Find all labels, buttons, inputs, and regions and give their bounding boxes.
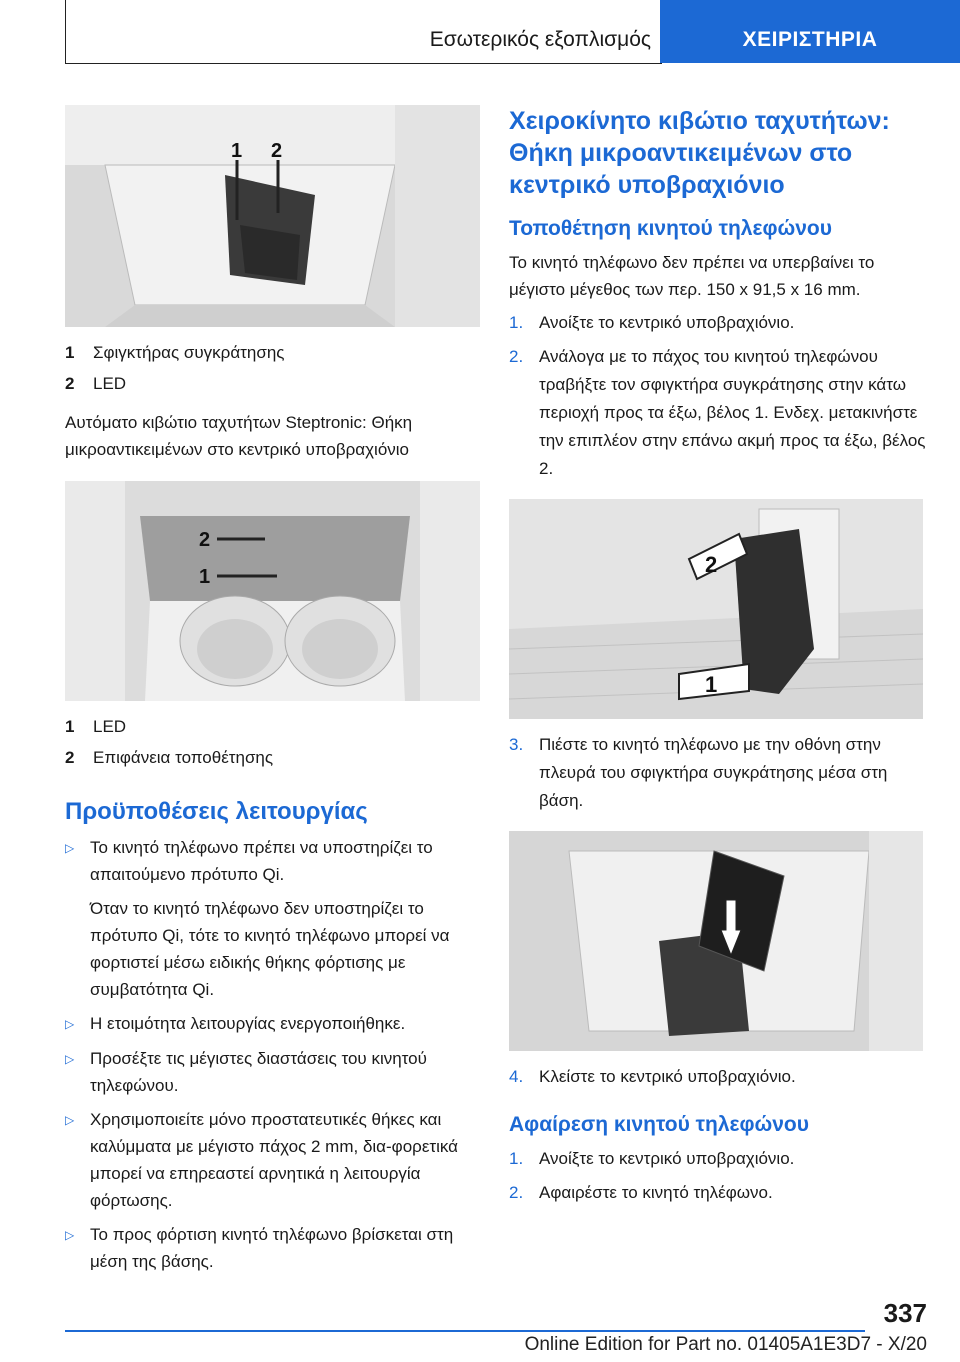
- bullet-note: Όταν το κινητό τηλέφωνο δεν υποστηρίζει το πρότυπο Qi, τότε το κινητό τηλέφωνο μπορεί να φορτιστεί μέσω ειδικής θήκης φόρτισης με συμβατότητα Qi.: [90, 899, 450, 999]
- right-column: [509, 105, 929, 1207]
- step-text: Ανοίξτε το κεντρικό υποβραχιόνιο.: [539, 1149, 795, 1168]
- fig2-label-1: 1: [199, 566, 211, 588]
- legend-number: 1: [65, 343, 75, 362]
- step-text: Ανάλογα με το πάχος του κινητού τηλεφώνου τραβήξτε τον σφιγκτήρα συγκράτησης στην κάτω περιοχή προς τα έξω, βέλος 1. Ενδεχ. μετακινήστε την επιπλέον στην επάνω ακμή προς τα έξω, βέλος 2.: [539, 347, 926, 478]
- step-text: Αφαιρέστε το κινητό τηλέφωνο.: [539, 1183, 773, 1202]
- prerequisites-heading: Προϋποθέσεις λειτουργίας: [65, 798, 368, 825]
- legend-text: Επιφάνεια τοποθέτησης: [93, 748, 274, 767]
- step-text: Ανοίξτε το κεντρικό υποβραχιόνιο.: [539, 313, 795, 332]
- triangle-bullet-icon: ▷: [65, 1052, 75, 1066]
- manual-gearbox-heading: Χειροκίνητο κιβώτιο ταχυτήτων: Θήκη μικροαντικειμένων στο κεντρικό υποβραχιόνιο: [509, 107, 890, 199]
- legend-figure-2: [65, 711, 480, 773]
- step-number: 3.: [509, 735, 524, 754]
- step-number: 2.: [509, 1183, 524, 1202]
- legend-number: 2: [65, 374, 75, 393]
- figure-clamp-arrows: [509, 499, 923, 719]
- edition-footer: Online Edition for Part no. 01405A1E3D7 - X/20: [524, 1334, 927, 1355]
- fig1-label-1: 1: [231, 140, 243, 162]
- step-item: [509, 1063, 929, 1091]
- insert-phone-heading: Τοποθέτηση κινητού τηλεφώνου: [509, 217, 832, 240]
- step-text: Κλείστε το κεντρικό υποβραχιόνιο.: [539, 1067, 796, 1086]
- figure-insert-phone: [509, 831, 923, 1051]
- list-item: [65, 834, 480, 888]
- fig3-label-2: 2: [705, 552, 718, 577]
- step-text: Πιέστε το κινητό τηλέφωνο με την οθόνη στην πλευρά του σφιγκτήρα συγκράτησης μέσα στη βάση.: [539, 735, 888, 810]
- step-item: [509, 309, 929, 337]
- bullet-text: Προσέξτε τις μέγιστες διαστάσεις του κινητού τηλεφώνου.: [90, 1049, 427, 1095]
- bullet-text: Η ετοιμότητα λειτουργίας ενεργοποιήθηκε.: [90, 1014, 406, 1033]
- step-item: [509, 343, 929, 483]
- legend-figure-1: [65, 337, 480, 399]
- legend-number: 2: [65, 748, 75, 767]
- legend-item: [65, 711, 480, 742]
- header-frame: [65, 0, 662, 64]
- legend-item: [65, 742, 480, 773]
- left-column: [65, 105, 480, 1275]
- figure-charging-tray: [65, 481, 480, 701]
- fig1-label-2: 2: [271, 140, 283, 162]
- fig2-label-2: 2: [199, 529, 211, 551]
- triangle-bullet-icon: ▷: [65, 1017, 75, 1031]
- legend-item: [65, 368, 480, 399]
- list-item: [65, 1045, 480, 1099]
- bullet-text: Χρησιμοποιείτε μόνο προστατευτικές θήκες και καλύμματα με μέγιστο πάχος 2 mm, δια-φορετικά μπορεί να επηρεαστεί αρνητικά η λειτουργία φόρτωσης.: [90, 1110, 459, 1210]
- legend-text: LED: [93, 717, 127, 736]
- list-item: [65, 1221, 480, 1275]
- legend-text: LED: [93, 374, 127, 393]
- section-title: Εσωτερικός εξοπλισμός: [429, 28, 651, 51]
- step-item: [509, 1179, 929, 1207]
- figure-compartment-clamp: [65, 105, 480, 327]
- remove-phone-heading: Αφαίρεση κινητού τηλεφώνου: [509, 1113, 809, 1136]
- footer-divider: [65, 1330, 865, 1332]
- step-number: 1.: [509, 1149, 524, 1168]
- step-number: 2.: [509, 347, 524, 366]
- step-item: [509, 1145, 929, 1173]
- legend-text: Σφιγκτήρας συγκράτησης: [93, 343, 285, 362]
- page-number: 337: [883, 1298, 927, 1328]
- step-number: 1.: [509, 313, 524, 332]
- steptronic-intro: Αυτόματο κιβώτιο ταχυτήτων Steptronic: Θήκη μικροαντικειμένων στο κεντρικό υποβραχιόνιο: [65, 413, 413, 459]
- triangle-bullet-icon: ▷: [65, 841, 75, 855]
- list-item: [65, 1106, 480, 1214]
- bullet-text: Το προς φόρτιση κινητό τηλέφωνο βρίσκεται στη μέση της βάσης.: [90, 1225, 454, 1271]
- bullet-text: Το κινητό τηλέφωνο πρέπει να υποστηρίζει το απαιτούμενο πρότυπο Qi.: [90, 838, 433, 884]
- step-number: 4.: [509, 1067, 524, 1086]
- legend-number: 1: [65, 717, 75, 736]
- step-item: [509, 731, 929, 815]
- legend-item: [65, 337, 480, 368]
- list-item: [65, 1010, 480, 1038]
- triangle-bullet-icon: ▷: [65, 1113, 75, 1127]
- triangle-bullet-icon: ▷: [65, 1228, 75, 1242]
- chapter-tab[interactable]: ΧΕΙΡΙΣΤΗΡΙΑ: [660, 0, 960, 63]
- insert-phone-text: Το κινητό τηλέφωνο δεν πρέπει να υπερβαίνει το μέγιστο μέγεθος των περ. 150 x 91,5 x 16 mm.: [509, 253, 875, 299]
- fig3-label-1: 1: [705, 672, 718, 697]
